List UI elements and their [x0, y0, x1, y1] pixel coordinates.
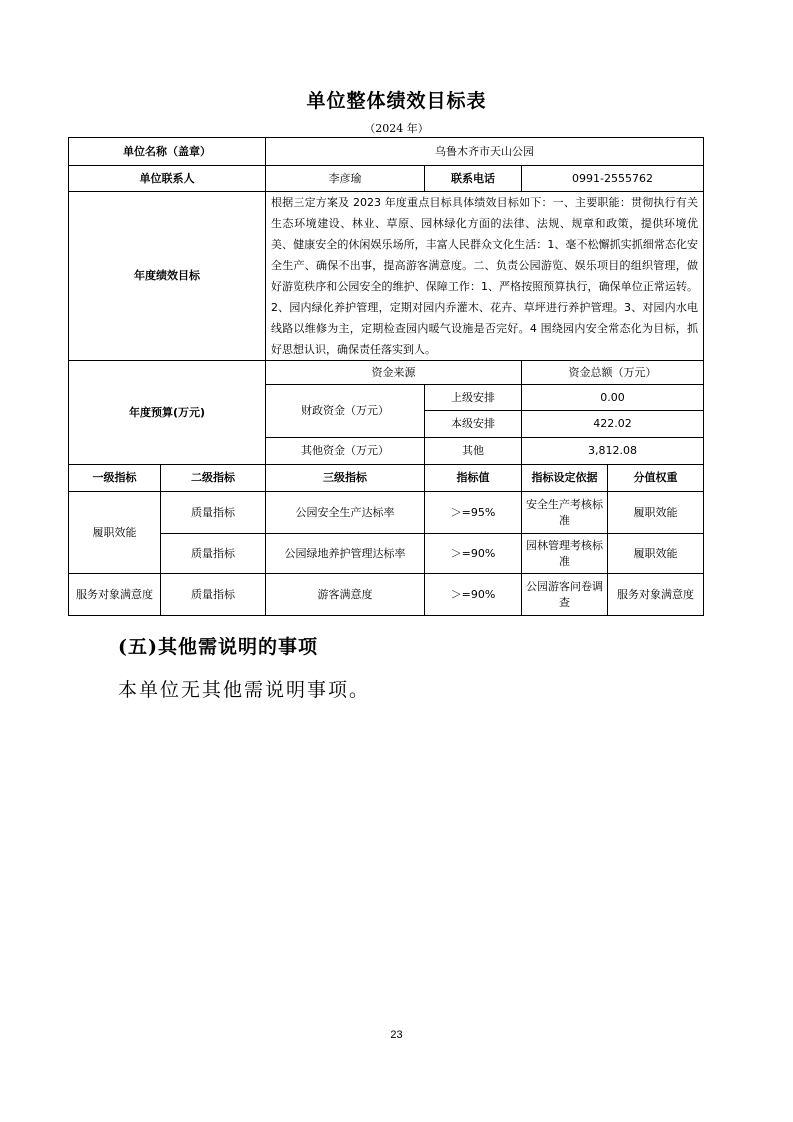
section-body: 本单位无其他需说明事项。	[118, 679, 371, 701]
upper-arrangement-value: 0.00	[522, 385, 704, 411]
level2-cell: 质量指标	[161, 492, 266, 534]
page-number: 23	[390, 1029, 403, 1041]
unit-name-label: 单位名称（盖章）	[69, 138, 266, 166]
fund-total-header: 资金总额（万元）	[522, 361, 704, 385]
header-basis: 指标设定依据	[522, 465, 608, 492]
local-arrangement-label: 本级安排	[425, 411, 522, 438]
basis-cell: 安全生产考核标准	[522, 492, 608, 534]
level2-cell: 质量指标	[161, 574, 266, 616]
indicator-value-cell: ＞=90%	[425, 574, 522, 616]
indicator-value-cell: ＞=90%	[425, 534, 522, 574]
budget-label: 年度预算(万元)	[69, 361, 266, 465]
table-year: （2024 年）	[364, 122, 429, 135]
level2-cell: 质量指标	[161, 534, 266, 574]
goal-label: 年度绩效目标	[69, 192, 266, 361]
page-title: 单位整体绩效目标表	[306, 90, 487, 112]
fiscal-fund-label: 财政资金（万元）	[266, 385, 425, 438]
other-fund-value: 3,812.08	[522, 438, 704, 465]
header-weight: 分值权重	[608, 465, 704, 492]
level3-cell: 公园绿地养护管理达标率	[266, 534, 425, 574]
weight-cell: 履职效能	[608, 492, 704, 534]
table-row	[69, 492, 704, 534]
level1-cell: 服务对象满意度	[69, 574, 161, 616]
unit-name-value: 乌鲁木齐市天山公园	[266, 138, 704, 166]
other-fund-label: 其他资金（万元）	[266, 438, 425, 465]
header-indicator-value: 指标值	[425, 465, 522, 492]
level3-cell: 公园安全生产达标率	[266, 492, 425, 534]
weight-cell: 履职效能	[608, 534, 704, 574]
goal-text: 根据三定方案及 2023 年度重点目标具体绩效目标如下：一、主要职能：贯彻执行有关生态环境建设、林业、草原、园林绿化方面的法律、法规、规章和政策，提供环境优美、健康安全的休闲娱乐场所，丰富人民群众文化生活：1、毫不松懈抓实抓细常态化安全生产、确保不出事，提高游客满意度。二、负责公园游览、娱乐项目的组织管理，做好游览秩序和公园安全的维护、保障工作：1、严格按照预算执行，确保单位正常运转。2、园内绿化养护管理，定期对园内乔灌木、花卉、草坪进行养护管理。3、对园内水电线路以维修为主，定期检查园内暖气设施是否完好。4 围绕园内安全常态化为目标，抓好思想认识，确保责任落实到人。	[266, 192, 704, 361]
table-row	[69, 574, 704, 616]
local-arrangement-value: 422.02	[522, 411, 704, 438]
basis-cell: 公园游客问卷调查	[522, 574, 608, 616]
indicator-value-cell: ＞=95%	[425, 492, 522, 534]
contact-value: 李彦瑜	[266, 166, 425, 192]
header-level2: 二级指标	[161, 465, 266, 492]
phone-label: 联系电话	[425, 166, 522, 192]
level3-cell: 游客满意度	[266, 574, 425, 616]
header-level1: 一级指标	[69, 465, 161, 492]
section-heading: (五)其他需说明的事项	[118, 636, 318, 658]
other-fund-sub: 其他	[425, 438, 522, 465]
level1-cell: 履职效能	[69, 492, 161, 574]
basis-cell: 园林管理考核标准	[522, 534, 608, 574]
weight-cell: 服务对象满意度	[608, 574, 704, 616]
header-level3: 三级指标	[266, 465, 425, 492]
contact-label: 单位联系人	[69, 166, 266, 192]
fund-source-header: 资金来源	[266, 361, 522, 385]
performance-table	[68, 137, 704, 616]
table-row	[69, 534, 704, 574]
phone-value: 0991-2555762	[522, 166, 704, 192]
upper-arrangement-label: 上级安排	[425, 385, 522, 411]
